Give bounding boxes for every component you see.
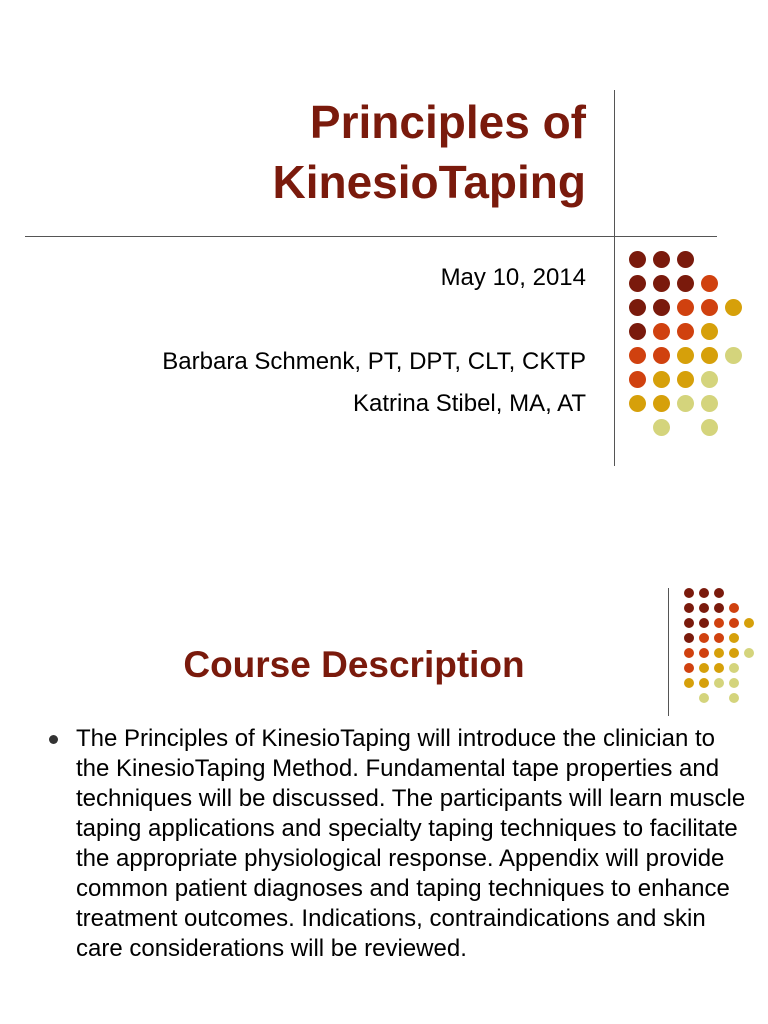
decorative-dot xyxy=(684,603,694,613)
course-description-title: Course Description xyxy=(183,644,525,685)
slide-title-heading xyxy=(273,92,587,212)
decorative-dot xyxy=(629,371,646,388)
decorative-dot xyxy=(725,299,742,316)
decorative-dot xyxy=(629,299,646,316)
decorative-dot xyxy=(653,371,670,388)
decorative-dot xyxy=(729,648,739,658)
decorative-dot xyxy=(699,633,709,643)
decorative-dot xyxy=(684,618,694,628)
decorative-dot xyxy=(629,275,646,292)
vertical-divider xyxy=(614,90,615,466)
decorative-dot xyxy=(701,419,718,436)
decorative-dot xyxy=(677,299,694,316)
bullet-list xyxy=(48,724,748,964)
decorative-dot xyxy=(653,419,670,436)
decorative-dot xyxy=(677,275,694,292)
decorative-dot xyxy=(677,323,694,340)
decorative-dot xyxy=(629,323,646,340)
decorative-dot xyxy=(714,588,724,598)
decorative-dot xyxy=(729,663,739,673)
decorative-dot xyxy=(653,275,670,292)
decorative-dot xyxy=(629,347,646,364)
decorative-dot xyxy=(701,371,718,388)
decorative-dot xyxy=(684,588,694,598)
author-1: Barbara Schmenk, PT, DPT, CLT, CKTP xyxy=(162,348,586,375)
decorative-dot xyxy=(729,603,739,613)
decorative-dot xyxy=(701,395,718,412)
decorative-dot xyxy=(653,299,670,316)
decorative-dot xyxy=(701,275,718,292)
decorative-dot xyxy=(714,603,724,613)
decorative-dot xyxy=(677,347,694,364)
decorative-dot xyxy=(699,588,709,598)
decorative-dot xyxy=(714,648,724,658)
decorative-dot xyxy=(729,633,739,643)
presentation-date: May 10, 2014 xyxy=(440,264,586,291)
decorative-dot xyxy=(677,251,694,268)
decorative-dot xyxy=(744,648,754,658)
decorative-dot xyxy=(714,678,724,688)
decorative-dot xyxy=(729,678,739,688)
bullet-item xyxy=(48,724,748,964)
decorative-dot xyxy=(729,693,739,703)
decorative-dot xyxy=(653,323,670,340)
decorative-dot xyxy=(714,663,724,673)
decorative-dot xyxy=(729,618,739,628)
decorative-dot xyxy=(653,251,670,268)
title-line-1: Principles of xyxy=(309,96,586,148)
decorative-dot xyxy=(677,371,694,388)
decorative-dot xyxy=(714,633,724,643)
bullet-icon xyxy=(49,735,58,744)
decorative-dot xyxy=(653,395,670,412)
decorative-dot xyxy=(701,347,718,364)
decorative-dot xyxy=(701,299,718,316)
slide-course-description xyxy=(0,512,768,1024)
decorative-dot xyxy=(714,618,724,628)
decorative-dot xyxy=(677,395,694,412)
bullet-text: The Principles of KinesioTaping will introduce the clinician to the KinesioTaping Method. Fundamental tape properties and techniques will be discussed. The participants will learn muscle taping applications and specialty taping techniques to facilitate the appropriate physiological response. Appendix will provide common patient diagnoses and taping techniques to enhance treatment outcomes. Indications, contraindications and skin care considerations will be reviewed. xyxy=(76,725,746,962)
decorative-dot xyxy=(653,347,670,364)
decorative-dot xyxy=(684,633,694,643)
decorative-dot xyxy=(629,251,646,268)
author-2: Katrina Stibel, MA, AT xyxy=(353,390,586,417)
title-line-2: KinesioTaping xyxy=(272,156,586,208)
decorative-dot xyxy=(699,603,709,613)
decorative-dot xyxy=(699,618,709,628)
decorative-dot xyxy=(701,323,718,340)
decorative-dot xyxy=(744,618,754,628)
decorative-dot xyxy=(629,395,646,412)
decorative-dot xyxy=(699,693,709,703)
decorative-dot xyxy=(725,347,742,364)
